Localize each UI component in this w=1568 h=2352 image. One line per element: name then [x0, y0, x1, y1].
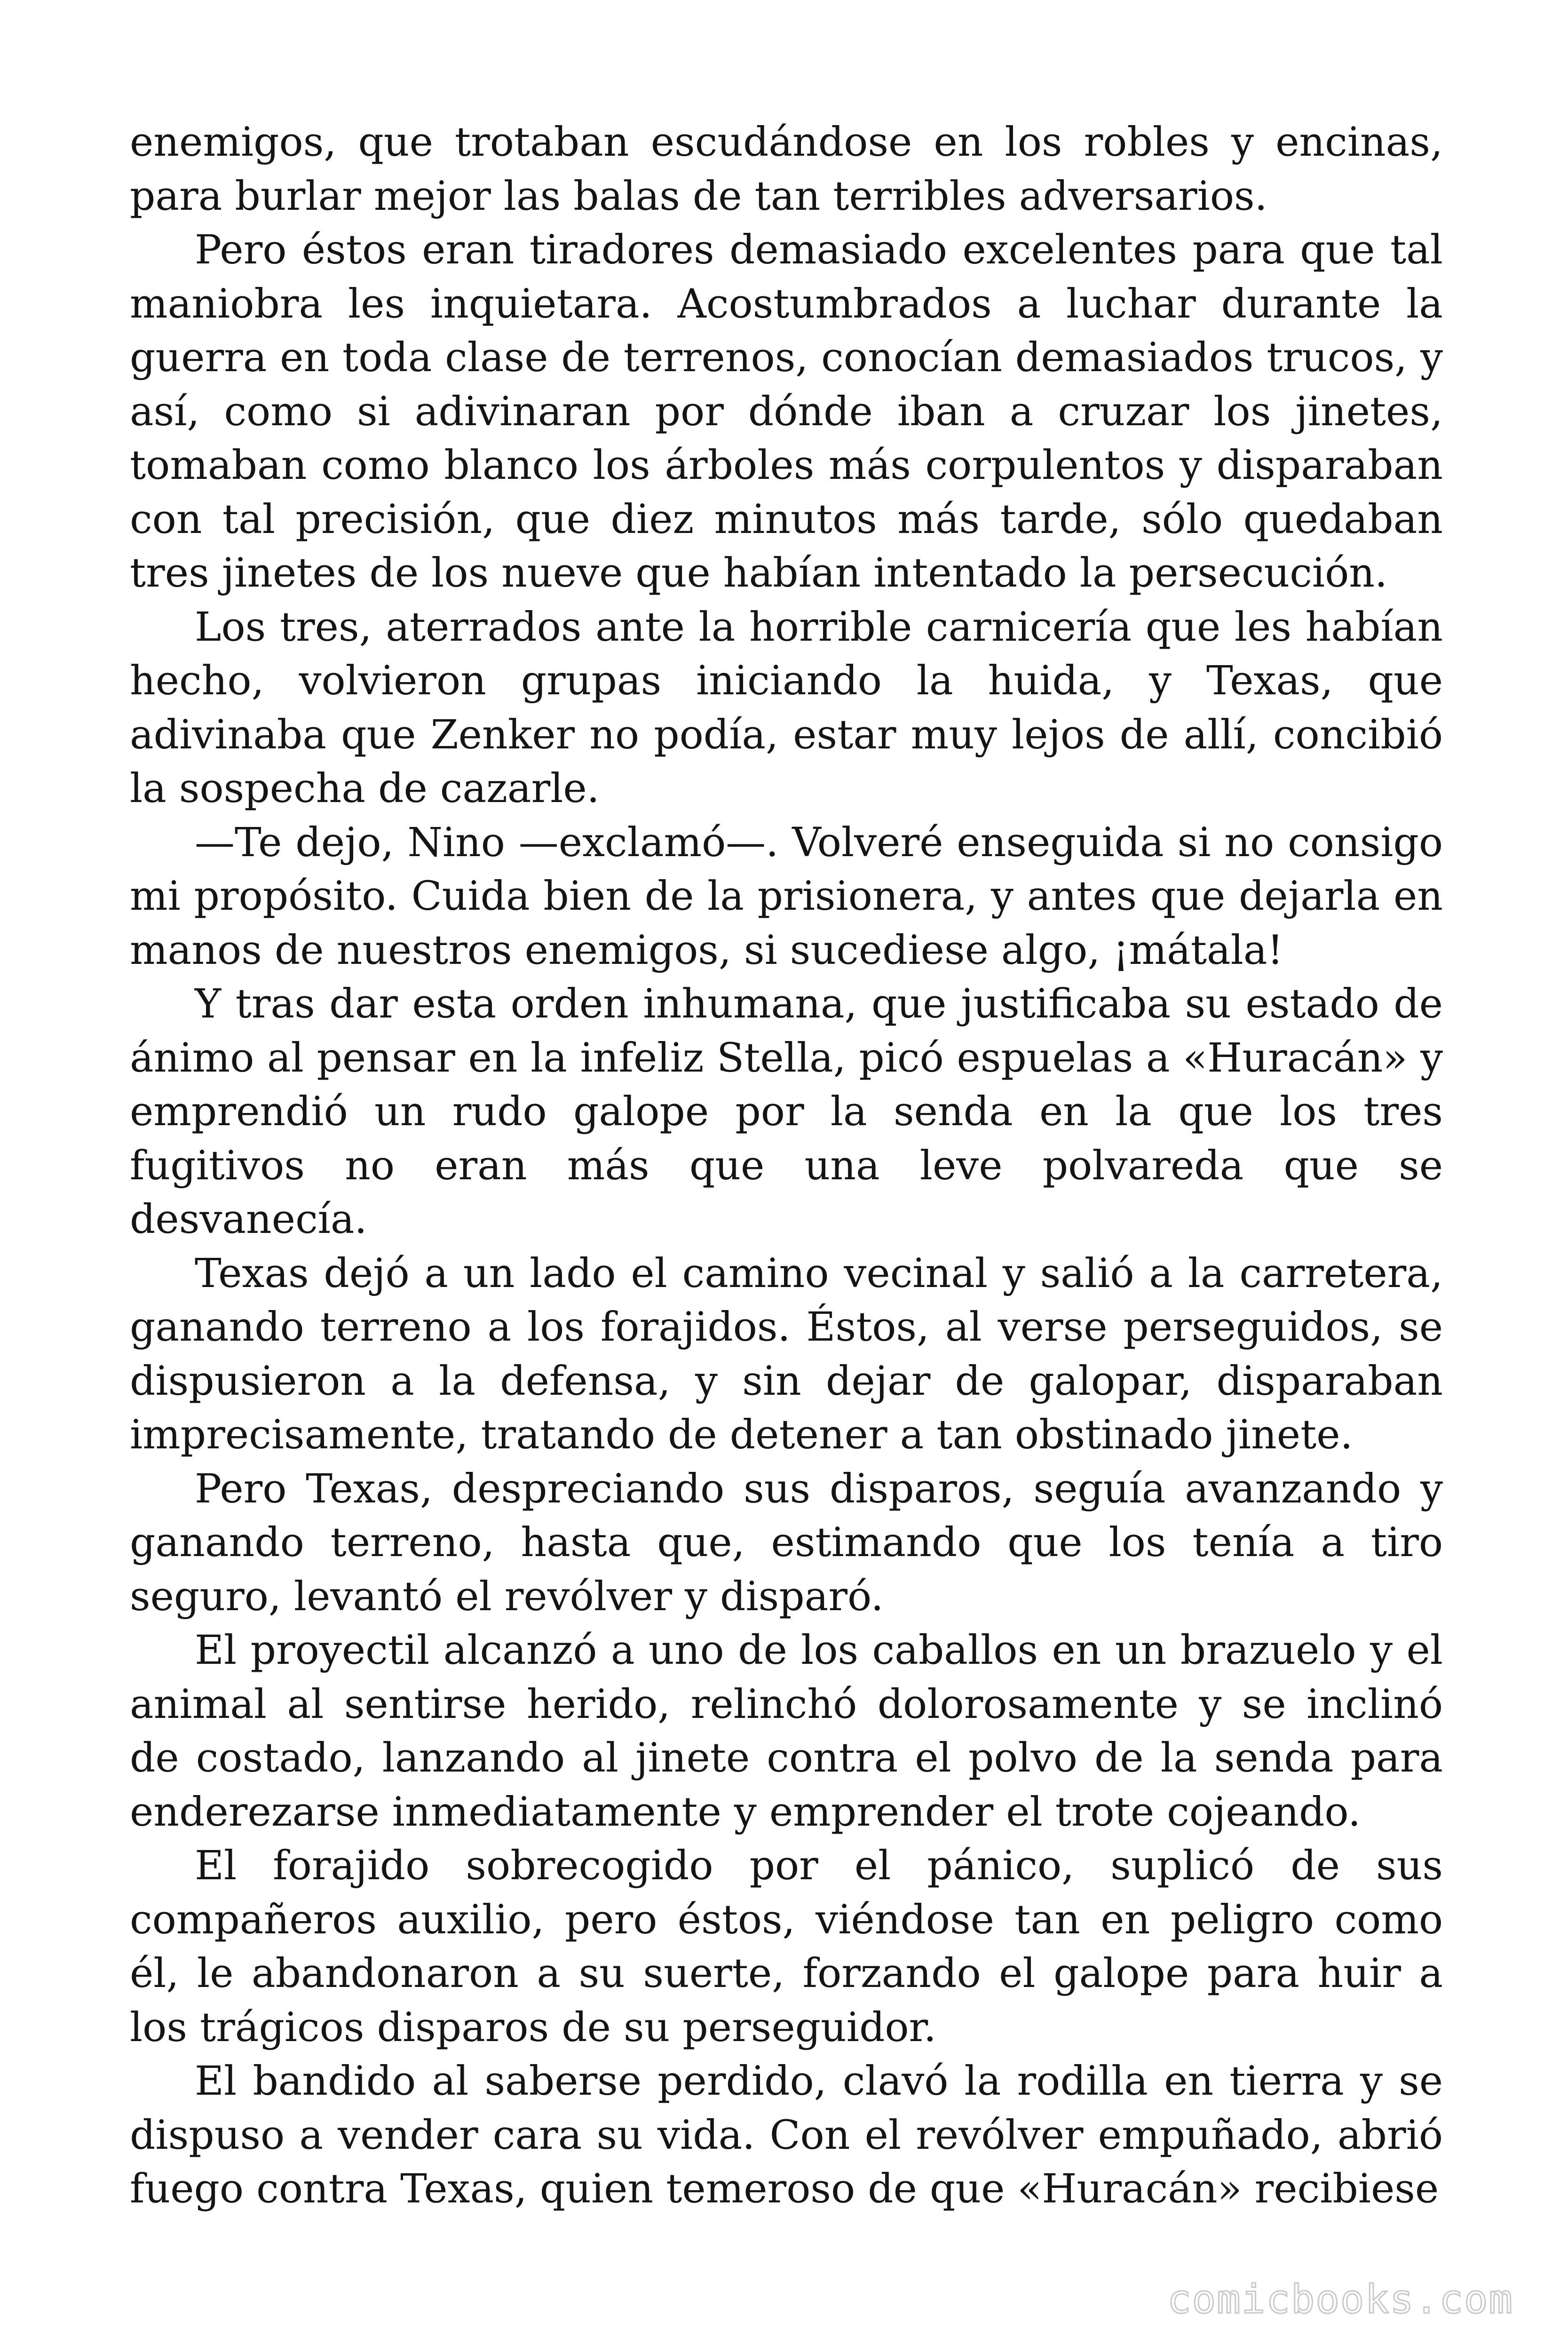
body-text — [130, 116, 1443, 2217]
paragraph-3: Los tres, aterrados ante la horrible carnicería que les habían hecho, volvieron grupas iniciando la huida, y Texas, que adivinaba que Zenker no podía, estar muy lejos de allí, concibió la sospecha de cazarle. — [130, 604, 1443, 812]
paragraph-6: Texas dejó a un lado el camino vecinal y salió a la carretera, ganando terreno a los forajidos. Éstos, al verse perseguidos, se dispusieron a la defensa, y sin dejar de galopar, disparaban imprecisamente, tratando de detener a tan obstinado jinete. — [130, 1250, 1443, 1458]
paragraph-4: —Te dejo, Nino —exclamó—. Volveré enseguida si no consigo mi propósito. Cuida bien de la prisionera, y antes que dejarla en manos de nuestros enemigos, si sucediese algo, ¡mátala! — [130, 819, 1443, 974]
paragraph-5: Y tras dar esta orden inhumana, que justificaba su estado de ánimo al pensar en la infeliz Stella, picó espuelas a «Huracán» y emprendió un rudo galope por la senda en la que los tres fugitivos no eran más que una leve polvareda que se desvanecía. — [130, 981, 1443, 1243]
paragraph-8: El proyectil alcanzó a uno de los caballos en un brazuelo y el animal al sentirse herido, relinchó dolorosamente y se inclinó de costado, lanzando al jinete contra el polvo de la senda para enderezarse inmediatamente y emprender el trote cojeando. — [130, 1627, 1443, 1836]
paragraph-2: Pero éstos eran tiradores demasiado excelentes para que tal maniobra les inquietara. Acostumbrados a luchar durante la guerra en toda clase de terrenos, conocían demasiados trucos, y así, como si adivinaran por dónde iban a cruzar los jinetes, tomaban como blanco los árboles más corpulentos y disparaban con tal precisión, que diez minutos más tarde, sólo quedaban tres jinetes de los nueve que habían intentado la persecución. — [130, 227, 1443, 596]
paragraph-10: El bandido al saberse perdido, clavó la rodilla en tierra y se dispuso a vender cara su vida. Con el revólver empuñado, abrió fuego contra Texas, quien temeroso de que «Huracán» recibiese — [130, 2058, 1443, 2212]
paragraph-9: El forajido sobrecogido por el pánico, suplicó de sus compañeros auxilio, pero éstos, viéndose tan en peligro como él, le abandonaron a su suerte, forzando el galope para huir a los trágicos disparos de su perseguidor. — [130, 1843, 1443, 2051]
watermark: comicbooks.com — [1167, 2276, 1513, 2322]
paragraph-1: enemigos, que trotaban escudándose en los robles y encinas, para burlar mejor las balas de tan terribles adversarios. — [130, 119, 1443, 220]
paragraph-7: Pero Texas, despreciando sus disparos, seguía avanzando y ganando terreno, hasta que, estimando que los tenía a tiro seguro, levantó el revólver y disparó. — [130, 1465, 1443, 1620]
